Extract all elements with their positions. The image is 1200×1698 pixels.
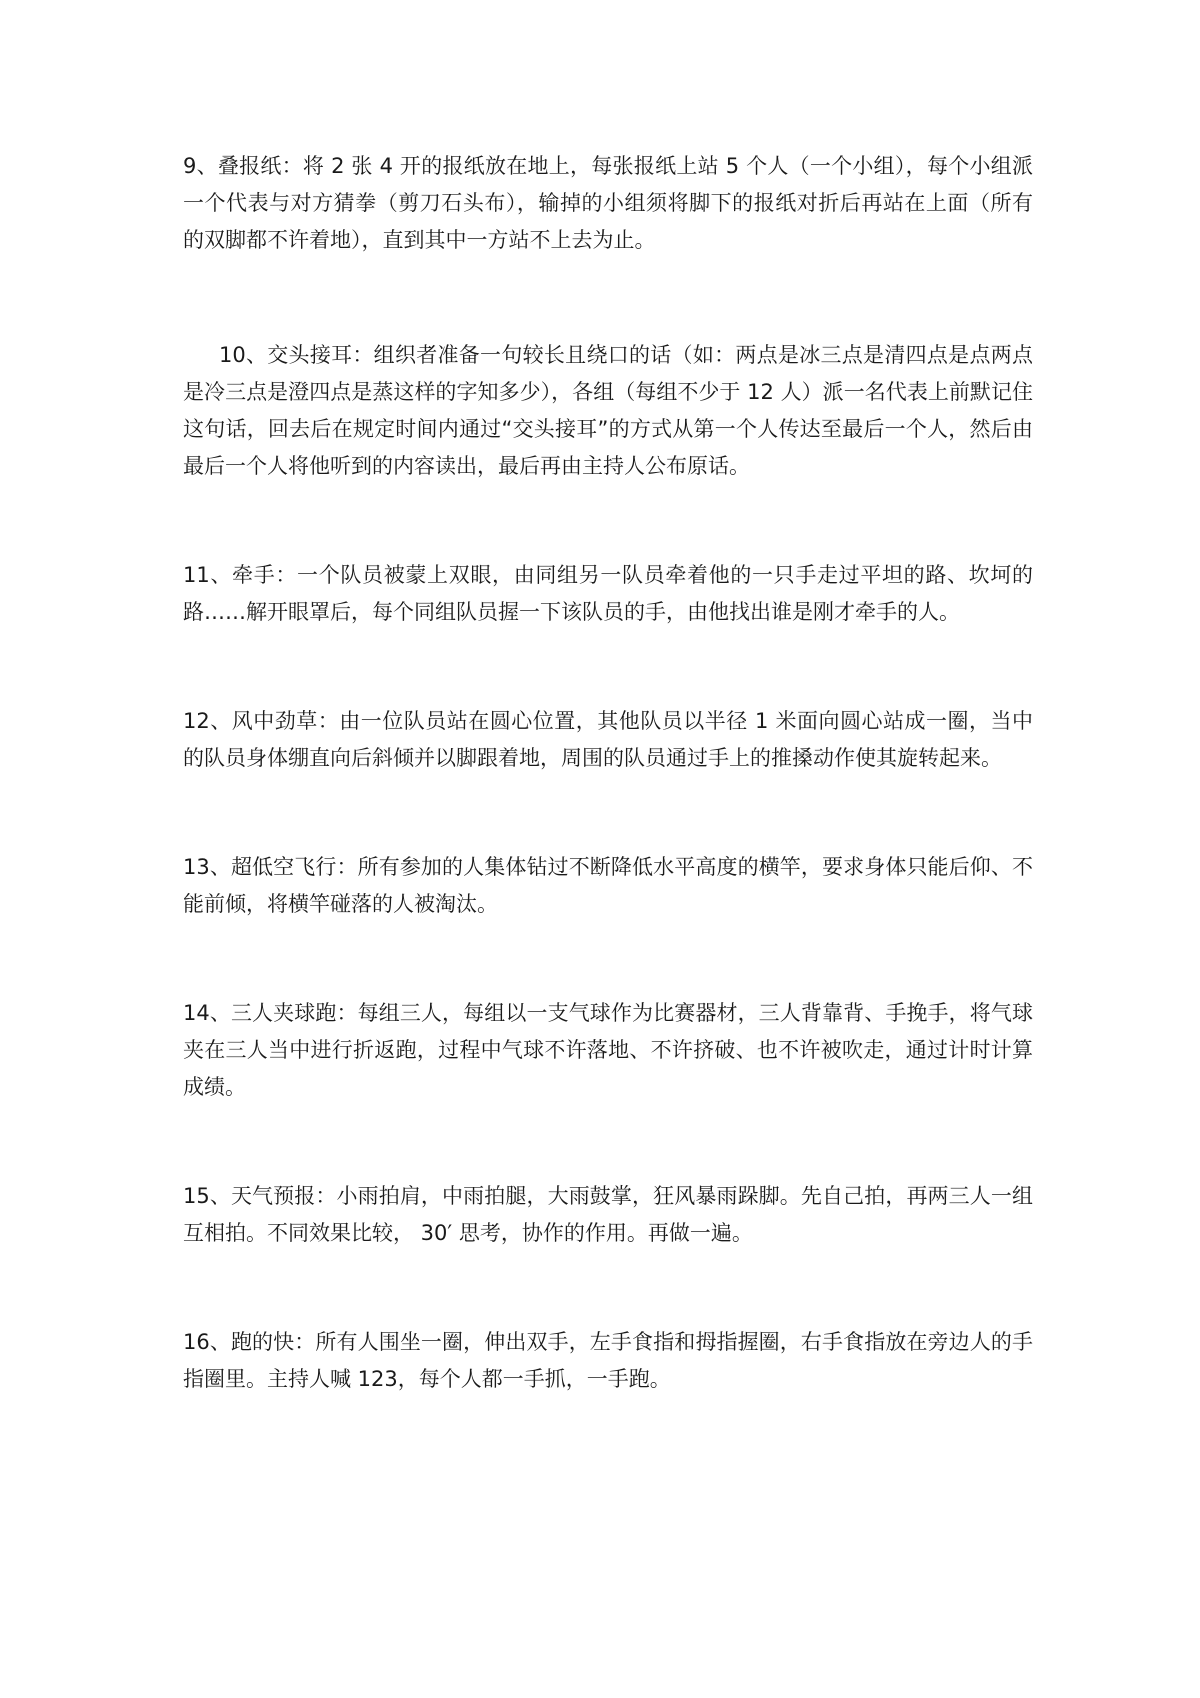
paragraph-item-9: 9、叠报纸：将 2 张 4 开的报纸放在地上，每张报纸上站 5 个人（一个小组），每个小组派一个代表与对方猜拳（剪刀石头布），输掉的小组须将脚下的报纸对折后再站在上面（所有的双脚都不许着地），直到其中一方站不上去为止。 [183, 154, 1033, 252]
paragraph-item-14: 14、三人夹球跑：每组三人，每组以一支气球作为比赛器材，三人背靠背、手挽手，将气球夹在三人当中进行折返跑，过程中气球不许落地、不许挤破、也不许被吹走，通过计时计算成绩。 [183, 1001, 1033, 1099]
paragraph-item-13: 13、超低空飞行：所有参加的人集体钻过不断降低水平高度的横竿，要求身体只能后仰、不能前倾，将横竿碰落的人被淘汰。 [183, 855, 1033, 916]
paragraph-item-15: 15、天气预报：小雨拍肩，中雨拍腿，大雨鼓掌，狂风暴雨跺脚。先自己拍，再两三人一组互相拍。不同效果比较， 30′ 思考，协作的作用。再做一遍。 [183, 1184, 1033, 1245]
paragraph-item-11: 11、牵手：一个队员被蒙上双眼，由同组另一队员牵着他的一只手走过平坦的路、坎坷的路……解开眼罩后，每个同组队员握一下该队员的手，由他找出谁是刚才牵手的人。 [183, 563, 1033, 624]
paragraph-item-10: 10、交头接耳：组织者准备一句较长且绕口的话（如：两点是冰三点是清四点是点两点是冷三点是澄四点是蒸这样的字知多少），各组（每组不少于 12 人）派一名代表上前默记住这句话，回去后在规定时间内通过“交头接耳”的方式从第一个人传达至最后一个人，然后由最后一个人将他听到的内容读出，最后再由主持人公布原话。 [183, 343, 1033, 478]
paragraph-item-12: 12、风中劲草：由一位队员站在圆心位置，其他队员以半径 1 米面向圆心站成一圈，当中的队员身体绷直向后斜倾并以脚跟着地，周围的队员通过手上的推搡动作使其旋转起来。 [183, 709, 1033, 770]
document-body [183, 148, 1033, 1398]
paragraph-item-16: 16、跑的快：所有人围坐一圈，伸出双手，左手食指和拇指握圈，右手食指放在旁边人的手指圈里。主持人喊 123，每个人都一手抓，一手跑。 [183, 1330, 1033, 1391]
